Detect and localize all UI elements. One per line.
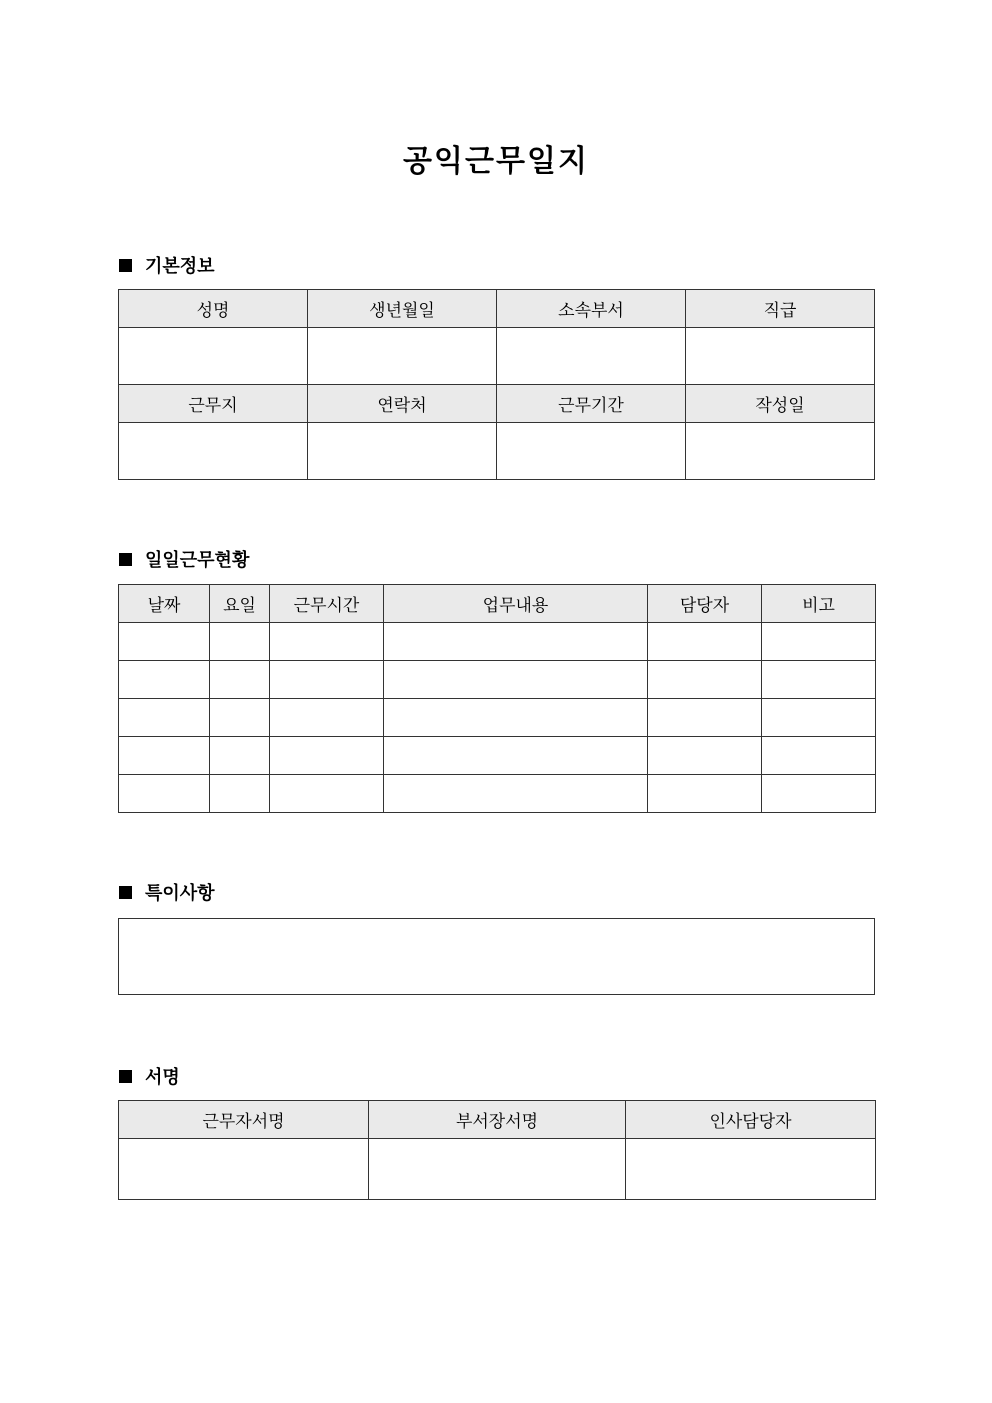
daily-status-header-row — [119, 585, 876, 623]
header-service-period: 근무기간 — [497, 385, 686, 423]
signature-heading — [119, 1064, 180, 1088]
square-bullet-icon — [119, 259, 132, 272]
notes-heading-label: 특이사항 — [145, 883, 215, 904]
header-weekday: 요일 — [210, 585, 270, 623]
remarks-cell[interactable] — [762, 737, 876, 775]
task-content-cell[interactable] — [384, 661, 648, 699]
basic-info-header-row-2 — [119, 385, 875, 423]
header-worker-signature: 근무자서명 — [119, 1101, 369, 1139]
header-manager-signature: 부서장서명 — [369, 1101, 626, 1139]
square-bullet-icon — [119, 553, 132, 566]
signature-header-row — [119, 1101, 876, 1139]
signature-table — [118, 1100, 876, 1200]
header-contact: 연락처 — [308, 385, 497, 423]
header-workplace: 근무지 — [119, 385, 308, 423]
date-cell[interactable] — [119, 699, 210, 737]
weekday-cell[interactable] — [210, 775, 270, 813]
basic-info-heading-label: 기본정보 — [145, 256, 215, 277]
hr-officer-signature-field[interactable] — [626, 1139, 876, 1200]
person-in-charge-cell[interactable] — [648, 661, 762, 699]
basic-info-value-row-1 — [119, 328, 875, 385]
task-content-cell[interactable] — [384, 623, 648, 661]
header-rank: 직급 — [686, 290, 875, 328]
name-field[interactable] — [119, 328, 308, 385]
weekday-cell[interactable] — [210, 699, 270, 737]
person-in-charge-cell[interactable] — [648, 737, 762, 775]
written-date-field[interactable] — [686, 423, 875, 480]
table-row — [119, 737, 876, 775]
person-in-charge-cell[interactable] — [648, 623, 762, 661]
document-title: 공익근무일지 — [403, 144, 589, 179]
header-hr-officer: 인사담당자 — [626, 1101, 876, 1139]
birthdate-field[interactable] — [308, 328, 497, 385]
person-in-charge-cell[interactable] — [648, 775, 762, 813]
date-cell[interactable] — [119, 775, 210, 813]
basic-info-table — [118, 289, 875, 480]
remarks-cell[interactable] — [762, 775, 876, 813]
notes-field[interactable] — [118, 918, 875, 995]
basic-info-header-row-1 — [119, 290, 875, 328]
task-content-cell[interactable] — [384, 775, 648, 813]
table-row — [119, 623, 876, 661]
table-row — [119, 699, 876, 737]
remarks-cell[interactable] — [762, 623, 876, 661]
daily-status-table — [118, 584, 876, 813]
header-written-date: 작성일 — [686, 385, 875, 423]
header-date: 날짜 — [119, 585, 210, 623]
work-hours-cell[interactable] — [270, 775, 384, 813]
basic-info-value-row-2 — [119, 423, 875, 480]
square-bullet-icon — [119, 886, 132, 899]
rank-field[interactable] — [686, 328, 875, 385]
worker-signature-field[interactable] — [119, 1139, 369, 1200]
weekday-cell[interactable] — [210, 623, 270, 661]
work-hours-cell[interactable] — [270, 699, 384, 737]
weekday-cell[interactable] — [210, 737, 270, 775]
table-row — [119, 661, 876, 699]
manager-signature-field[interactable] — [369, 1139, 626, 1200]
contact-field[interactable] — [308, 423, 497, 480]
table-row — [119, 775, 876, 813]
header-person-in-charge: 담당자 — [648, 585, 762, 623]
person-in-charge-cell[interactable] — [648, 699, 762, 737]
date-cell[interactable] — [119, 661, 210, 699]
header-task-content: 업무내용 — [384, 585, 648, 623]
work-hours-cell[interactable] — [270, 623, 384, 661]
signature-heading-label: 서명 — [145, 1067, 180, 1088]
header-remarks: 비고 — [762, 585, 876, 623]
basic-info-heading — [119, 253, 215, 277]
notes-heading — [119, 880, 215, 904]
square-bullet-icon — [119, 1070, 132, 1083]
daily-status-heading — [119, 547, 249, 571]
remarks-cell[interactable] — [762, 699, 876, 737]
work-hours-cell[interactable] — [270, 737, 384, 775]
header-work-hours: 근무시간 — [270, 585, 384, 623]
header-birthdate: 생년월일 — [308, 290, 497, 328]
task-content-cell[interactable] — [384, 699, 648, 737]
date-cell[interactable] — [119, 737, 210, 775]
service-period-field[interactable] — [497, 423, 686, 480]
signature-value-row — [119, 1139, 876, 1200]
header-department: 소속부서 — [497, 290, 686, 328]
remarks-cell[interactable] — [762, 661, 876, 699]
workplace-field[interactable] — [119, 423, 308, 480]
work-hours-cell[interactable] — [270, 661, 384, 699]
department-field[interactable] — [497, 328, 686, 385]
weekday-cell[interactable] — [210, 661, 270, 699]
header-name: 성명 — [119, 290, 308, 328]
task-content-cell[interactable] — [384, 737, 648, 775]
date-cell[interactable] — [119, 623, 210, 661]
daily-status-heading-label: 일일근무현황 — [145, 550, 250, 571]
